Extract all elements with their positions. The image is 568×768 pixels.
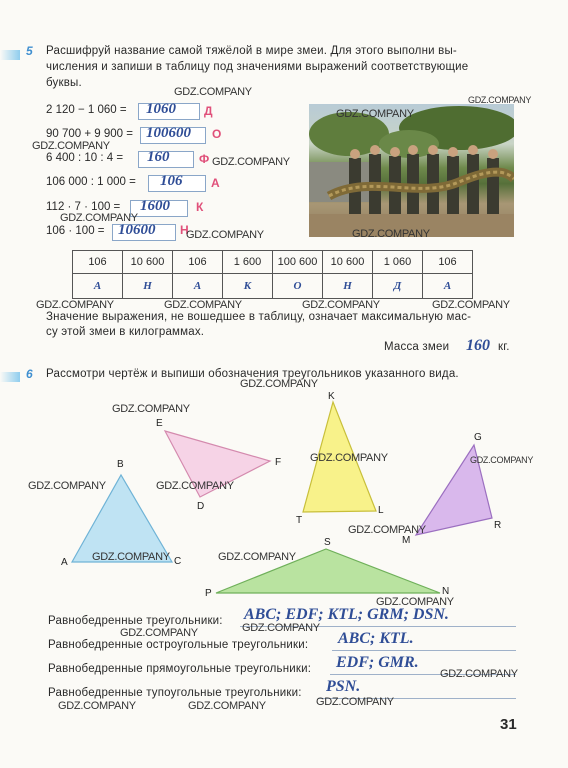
task-5-number: 5 (26, 44, 33, 58)
answer-letter-5: К (196, 200, 204, 214)
expression-2: 90 700 + 9 900 = (46, 128, 133, 140)
vertex-label-s: S (324, 537, 331, 548)
table-cell-letter[interactable]: О (273, 274, 323, 299)
expression-5: 112 · 7 · 100 = (46, 201, 121, 213)
vertex-label-k: K (328, 391, 335, 402)
table-cell-value: 10 600 (323, 251, 373, 274)
vertex-label-f: F (275, 457, 282, 468)
answer-label-acute: Равнобедренные остроугольные треугольники: (48, 639, 309, 651)
expression-6: 106 · 100 = (46, 225, 105, 237)
vertex-label-b: B (117, 459, 124, 470)
watermark: GDZ.COMPANY (120, 627, 198, 639)
answer-letter-4: А (211, 176, 220, 190)
table-row-letters (73, 274, 473, 299)
page-number: 31 (500, 716, 517, 733)
answer-obtuse[interactable]: PSN. (326, 678, 361, 695)
vertex-label-t: T (296, 515, 303, 526)
table-cell-letter[interactable]: Н (123, 274, 173, 299)
watermark: GDZ.COMPANY (164, 299, 242, 311)
vertex-label-e: E (156, 418, 163, 429)
answer-letter-3: Ф (199, 152, 210, 166)
vertex-label-m: M (402, 535, 411, 546)
mass-value: 160 (466, 337, 490, 354)
anaconda-photo (309, 104, 514, 237)
answer-value-1: 1060 (146, 101, 176, 117)
answer-value-3: 160 (147, 149, 170, 165)
watermark: GDZ.COMPANY (156, 480, 234, 492)
answer-value-2: 100600 (146, 125, 191, 141)
watermark: GDZ.COMPANY (186, 229, 264, 241)
table-cell-value: 100 600 (273, 251, 323, 274)
task-5-text-line3: буквы. (46, 77, 82, 89)
expression-3: 6 400 : 10 : 4 = (46, 152, 124, 164)
table-cell-letter[interactable]: А (73, 274, 123, 299)
table-cell-letter[interactable]: Д (373, 274, 423, 299)
watermark: GDZ.COMPANY (242, 622, 320, 634)
table-cell-letter[interactable]: А (173, 274, 223, 299)
note-line1: Значение выражения, не вошедшее в таблицу, означает максимальную мас- (46, 311, 472, 323)
answer-label-isosceles: Равнобедренные треугольники: (48, 615, 223, 627)
answer-letter-1: Д (204, 104, 213, 118)
watermark: GDZ.COMPANY (302, 299, 380, 311)
watermark: GDZ.COMPANY (60, 212, 138, 224)
vertex-label-r: R (494, 520, 502, 531)
note-line2: су этой змеи в килограммах. (46, 326, 205, 338)
watermark: GDZ.COMPANY (174, 86, 252, 98)
vertex-label-g: G (474, 432, 482, 443)
table-cell-letter[interactable]: Н (323, 274, 373, 299)
answer-right[interactable]: EDF; GMR. (336, 654, 419, 671)
vertex-label-a: A (61, 557, 68, 568)
table-cell-value: 1 600 (223, 251, 273, 274)
watermark: GDZ.COMPANY (28, 480, 106, 492)
table-cell-letter[interactable]: К (223, 274, 273, 299)
task-5-text-line2: числения и запиши в таблицу под значениями выражений соответствующие (46, 61, 469, 73)
watermark: GDZ.COMPANY (310, 452, 388, 464)
watermark: GDZ.COMPANY (188, 700, 266, 712)
expression-1: 2 120 − 1 060 = (46, 104, 127, 116)
watermark: GDZ.COMPANY (112, 403, 190, 415)
answer-table (72, 250, 473, 299)
table-cell-value: 106 (73, 251, 123, 274)
table-cell-value: 10 600 (123, 251, 173, 274)
mass-label: Масса змеи (384, 341, 450, 353)
table-cell-value: 106 (423, 251, 473, 274)
watermark: GDZ.COMPANY (470, 455, 534, 465)
answer-value-5: 1600 (140, 198, 170, 214)
watermark: GDZ.COMPANY (336, 108, 414, 120)
answer-acute[interactable]: ABC; KTL. (338, 630, 414, 647)
answer-line (332, 650, 516, 651)
task-6-text: Рассмотри чертёж и выпиши обозначения треугольников указанного вида. (46, 368, 459, 380)
anaconda-photo-drawing (309, 104, 514, 237)
table-cell-value: 106 (173, 251, 223, 274)
table-cell-value: 1 060 (373, 251, 423, 274)
watermark: GDZ.COMPANY (92, 551, 170, 563)
watermark: GDZ.COMPANY (240, 378, 318, 390)
vertex-label-d: D (197, 501, 205, 512)
mass-unit: кг. (498, 341, 510, 353)
watermark: GDZ.COMPANY (352, 228, 430, 240)
task-5-text-line1: Расшифруй название самой тяжёлой в мире змеи. Для этого выполни вы- (46, 45, 457, 57)
answer-letter-2: О (212, 127, 222, 141)
answer-isosceles[interactable]: ABC; EDF; KTL; GRM; DSN. (244, 606, 449, 623)
watermark: GDZ.COMPANY (376, 596, 454, 608)
watermark: GDZ.COMPANY (432, 299, 510, 311)
watermark: GDZ.COMPANY (212, 156, 290, 168)
vertex-label-p: P (205, 588, 212, 599)
watermark: GDZ.COMPANY (218, 551, 296, 563)
task-6-number: 6 (26, 367, 33, 381)
vertex-label-l: L (378, 505, 384, 516)
watermark: GDZ.COMPANY (32, 140, 110, 152)
vertex-label-n: N (442, 586, 450, 597)
expression-4: 106 000 : 1 000 = (46, 176, 136, 188)
vertex-label-c: C (174, 556, 182, 567)
watermark: GDZ.COMPANY (316, 696, 394, 708)
watermark: GDZ.COMPANY (468, 95, 532, 105)
answer-value-4: 106 (160, 173, 183, 189)
answer-label-right: Равнобедренные прямоугольные треугольники: (48, 663, 312, 675)
answer-label-obtuse: Равнобедренные тупоугольные треугольники: (48, 687, 302, 699)
watermark: GDZ.COMPANY (440, 668, 518, 680)
task-marker-bar (0, 50, 20, 60)
table-row-values (73, 251, 473, 274)
watermark: GDZ.COMPANY (348, 524, 426, 536)
answer-value-6: 10600 (118, 222, 156, 238)
answer-letter-6: Н (180, 223, 189, 237)
watermark: GDZ.COMPANY (58, 700, 136, 712)
table-cell-letter[interactable]: А (423, 274, 473, 299)
watermark: GDZ.COMPANY (36, 299, 114, 311)
